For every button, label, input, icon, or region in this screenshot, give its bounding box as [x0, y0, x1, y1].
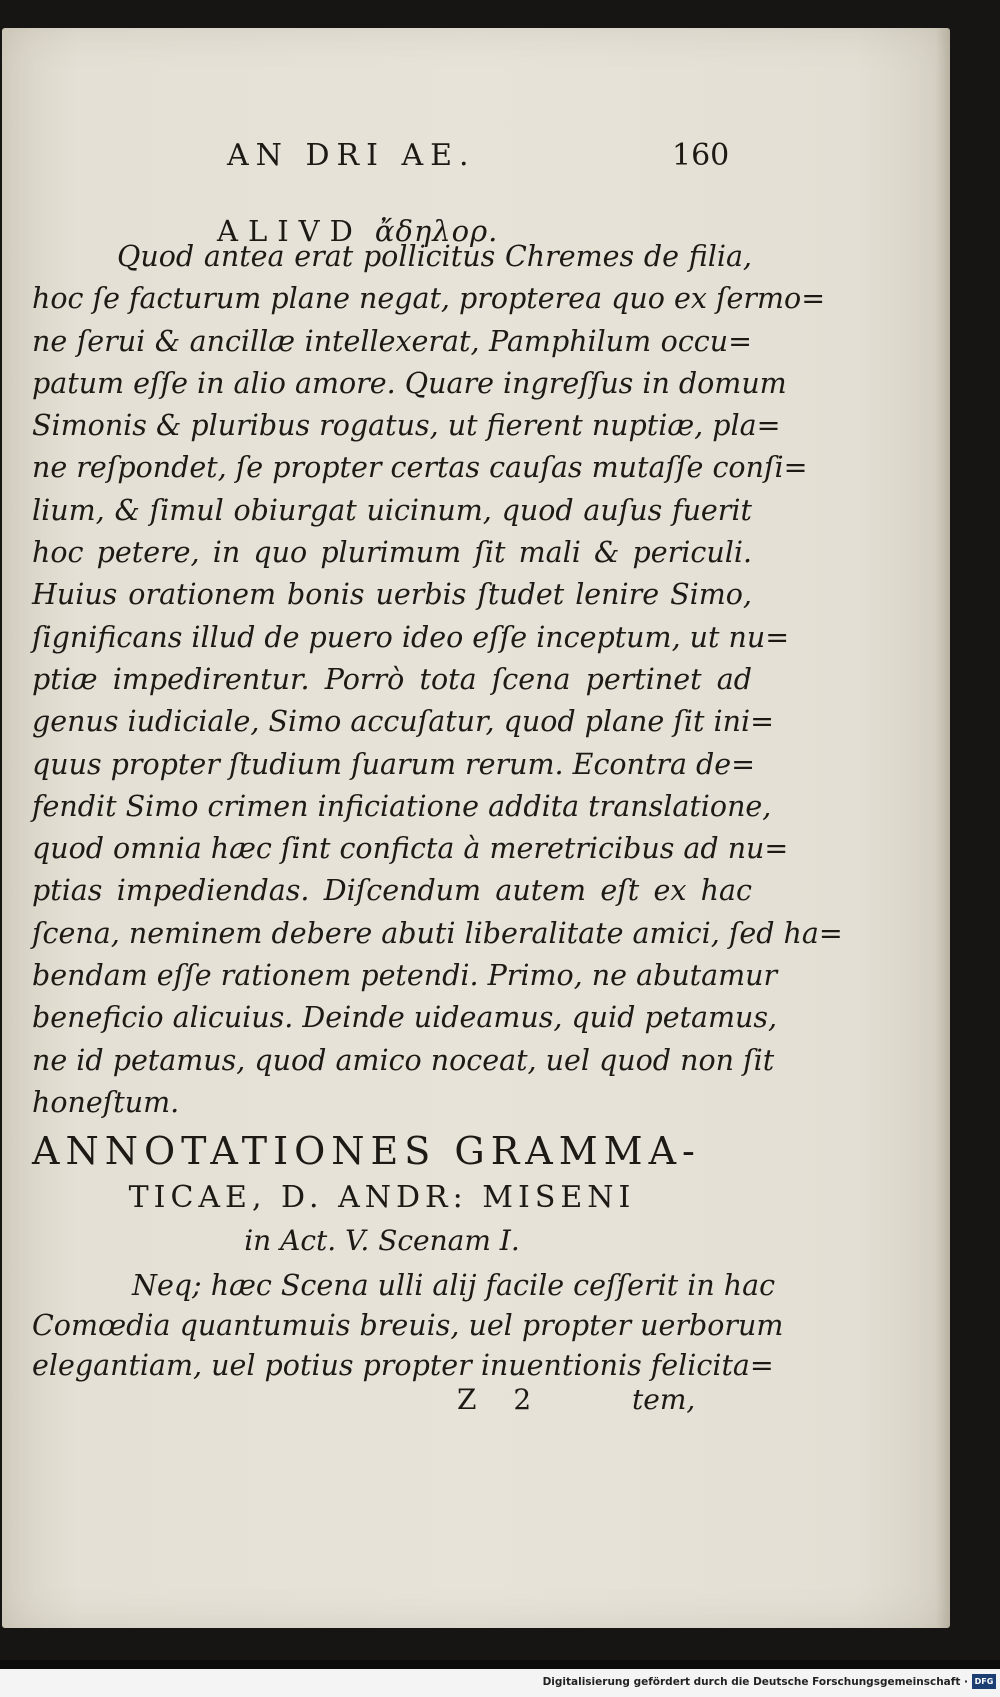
page-number: 160 — [672, 138, 730, 173]
paragraph-annotations — [32, 1266, 784, 1386]
page-edge-shadow — [936, 28, 950, 1628]
running-title: AN DRI AE. — [227, 138, 476, 173]
text-line: quod omnia hæc ſint conficta à meretricibus ad nu= — [32, 832, 789, 866]
text-line: ſcena, neminem debere abuti liberalitate amici, ſed ha= — [32, 916, 843, 950]
dfg-logo: DFG — [972, 1674, 996, 1689]
text-line: patum eſſe in alio amore. Quare ingreſſus in domum — [32, 366, 787, 400]
text-line: elegantiam, uel potius propter inuentionis felicita= — [32, 1349, 774, 1382]
text-line: Simonis & pluribus rogatus, ut fierent nuptiæ, pla= — [32, 409, 781, 443]
catchline — [32, 1383, 752, 1423]
section-title-latin: ALIVD — [217, 214, 363, 248]
text-line: Neq; hæc Scena ulli alij facile ceſſerit in hac — [132, 1269, 776, 1302]
text-line: ptias impediendas. Diſcendum autem eſt ex hac — [32, 874, 752, 908]
text-line: honeſtum. — [32, 1085, 180, 1119]
page-header — [32, 138, 752, 248]
funding-credit: Digitalisierung gefördert durch die Deutsche Forschungsgemeinschaft · — [542, 1676, 968, 1688]
text-line: ne ſerui & ancillæ intellexerat, Pamphilum occu= — [32, 324, 752, 358]
text-line: quus propter ſtudium ſuarum rerum. Econtra de= — [32, 747, 756, 781]
text-line: beneficio alicuius. Deinde uideamus, quid petamus, — [32, 1001, 778, 1035]
paragraph-argument — [32, 236, 843, 1124]
digitization-footer — [0, 1669, 1000, 1697]
text-line: bendam eſſe rationem petendi. Primo, ne abutamur — [32, 959, 778, 993]
text-line: hoc ſe facturum plane negat, propterea quo ex ſermo= — [32, 282, 826, 316]
annotations-heading-line: ANNOTATIONES GRAMMA- — [32, 1129, 701, 1173]
text-line: ne reſpondet, ſe propter certas cauſas mutaſſe conſi= — [32, 451, 808, 485]
book-page — [2, 28, 950, 1628]
text-line: genus iudiciale, Simo accuſatur, quod plane ſit ini= — [32, 705, 774, 739]
text-line: lium, & ſimul obiurgat uicinum, quod auſus fuerit — [32, 493, 752, 527]
text-line: hoc petere, in quo plurimum ſit mali & periculi. — [32, 536, 752, 570]
text-line: Quod antea erat pollicitus Chremes de filia, — [117, 240, 752, 273]
catchword: tem, — [632, 1383, 696, 1416]
text-line: Comœdia quantumuis breuis, uel propter uerborum — [32, 1309, 784, 1342]
text-line: ſignificans illud de puero ideo eſſe inceptum, ut nu= — [32, 620, 790, 654]
annotations-heading-line: in Act. V. Scenam I. — [244, 1224, 520, 1257]
annotations-heading-line: TICAE, D. ANDR: MISENI — [128, 1180, 636, 1215]
text-line: ptiæ impedirentur. Porrò tota ſcena pertinet ad — [32, 662, 752, 696]
section-title-greek: ἄδηλορ. — [374, 214, 499, 248]
annotations-heading — [32, 1126, 752, 1262]
text-line: fendit Simo crimen inficiatione addita translatione, — [32, 789, 772, 823]
signature-mark: Z 2 — [457, 1383, 546, 1416]
text-line: Huius orationem bonis uerbis ſtudet lenire Simo, — [32, 578, 752, 612]
text-line: ne id petamus, quod amico noceat, uel quod non ſit — [32, 1043, 775, 1077]
